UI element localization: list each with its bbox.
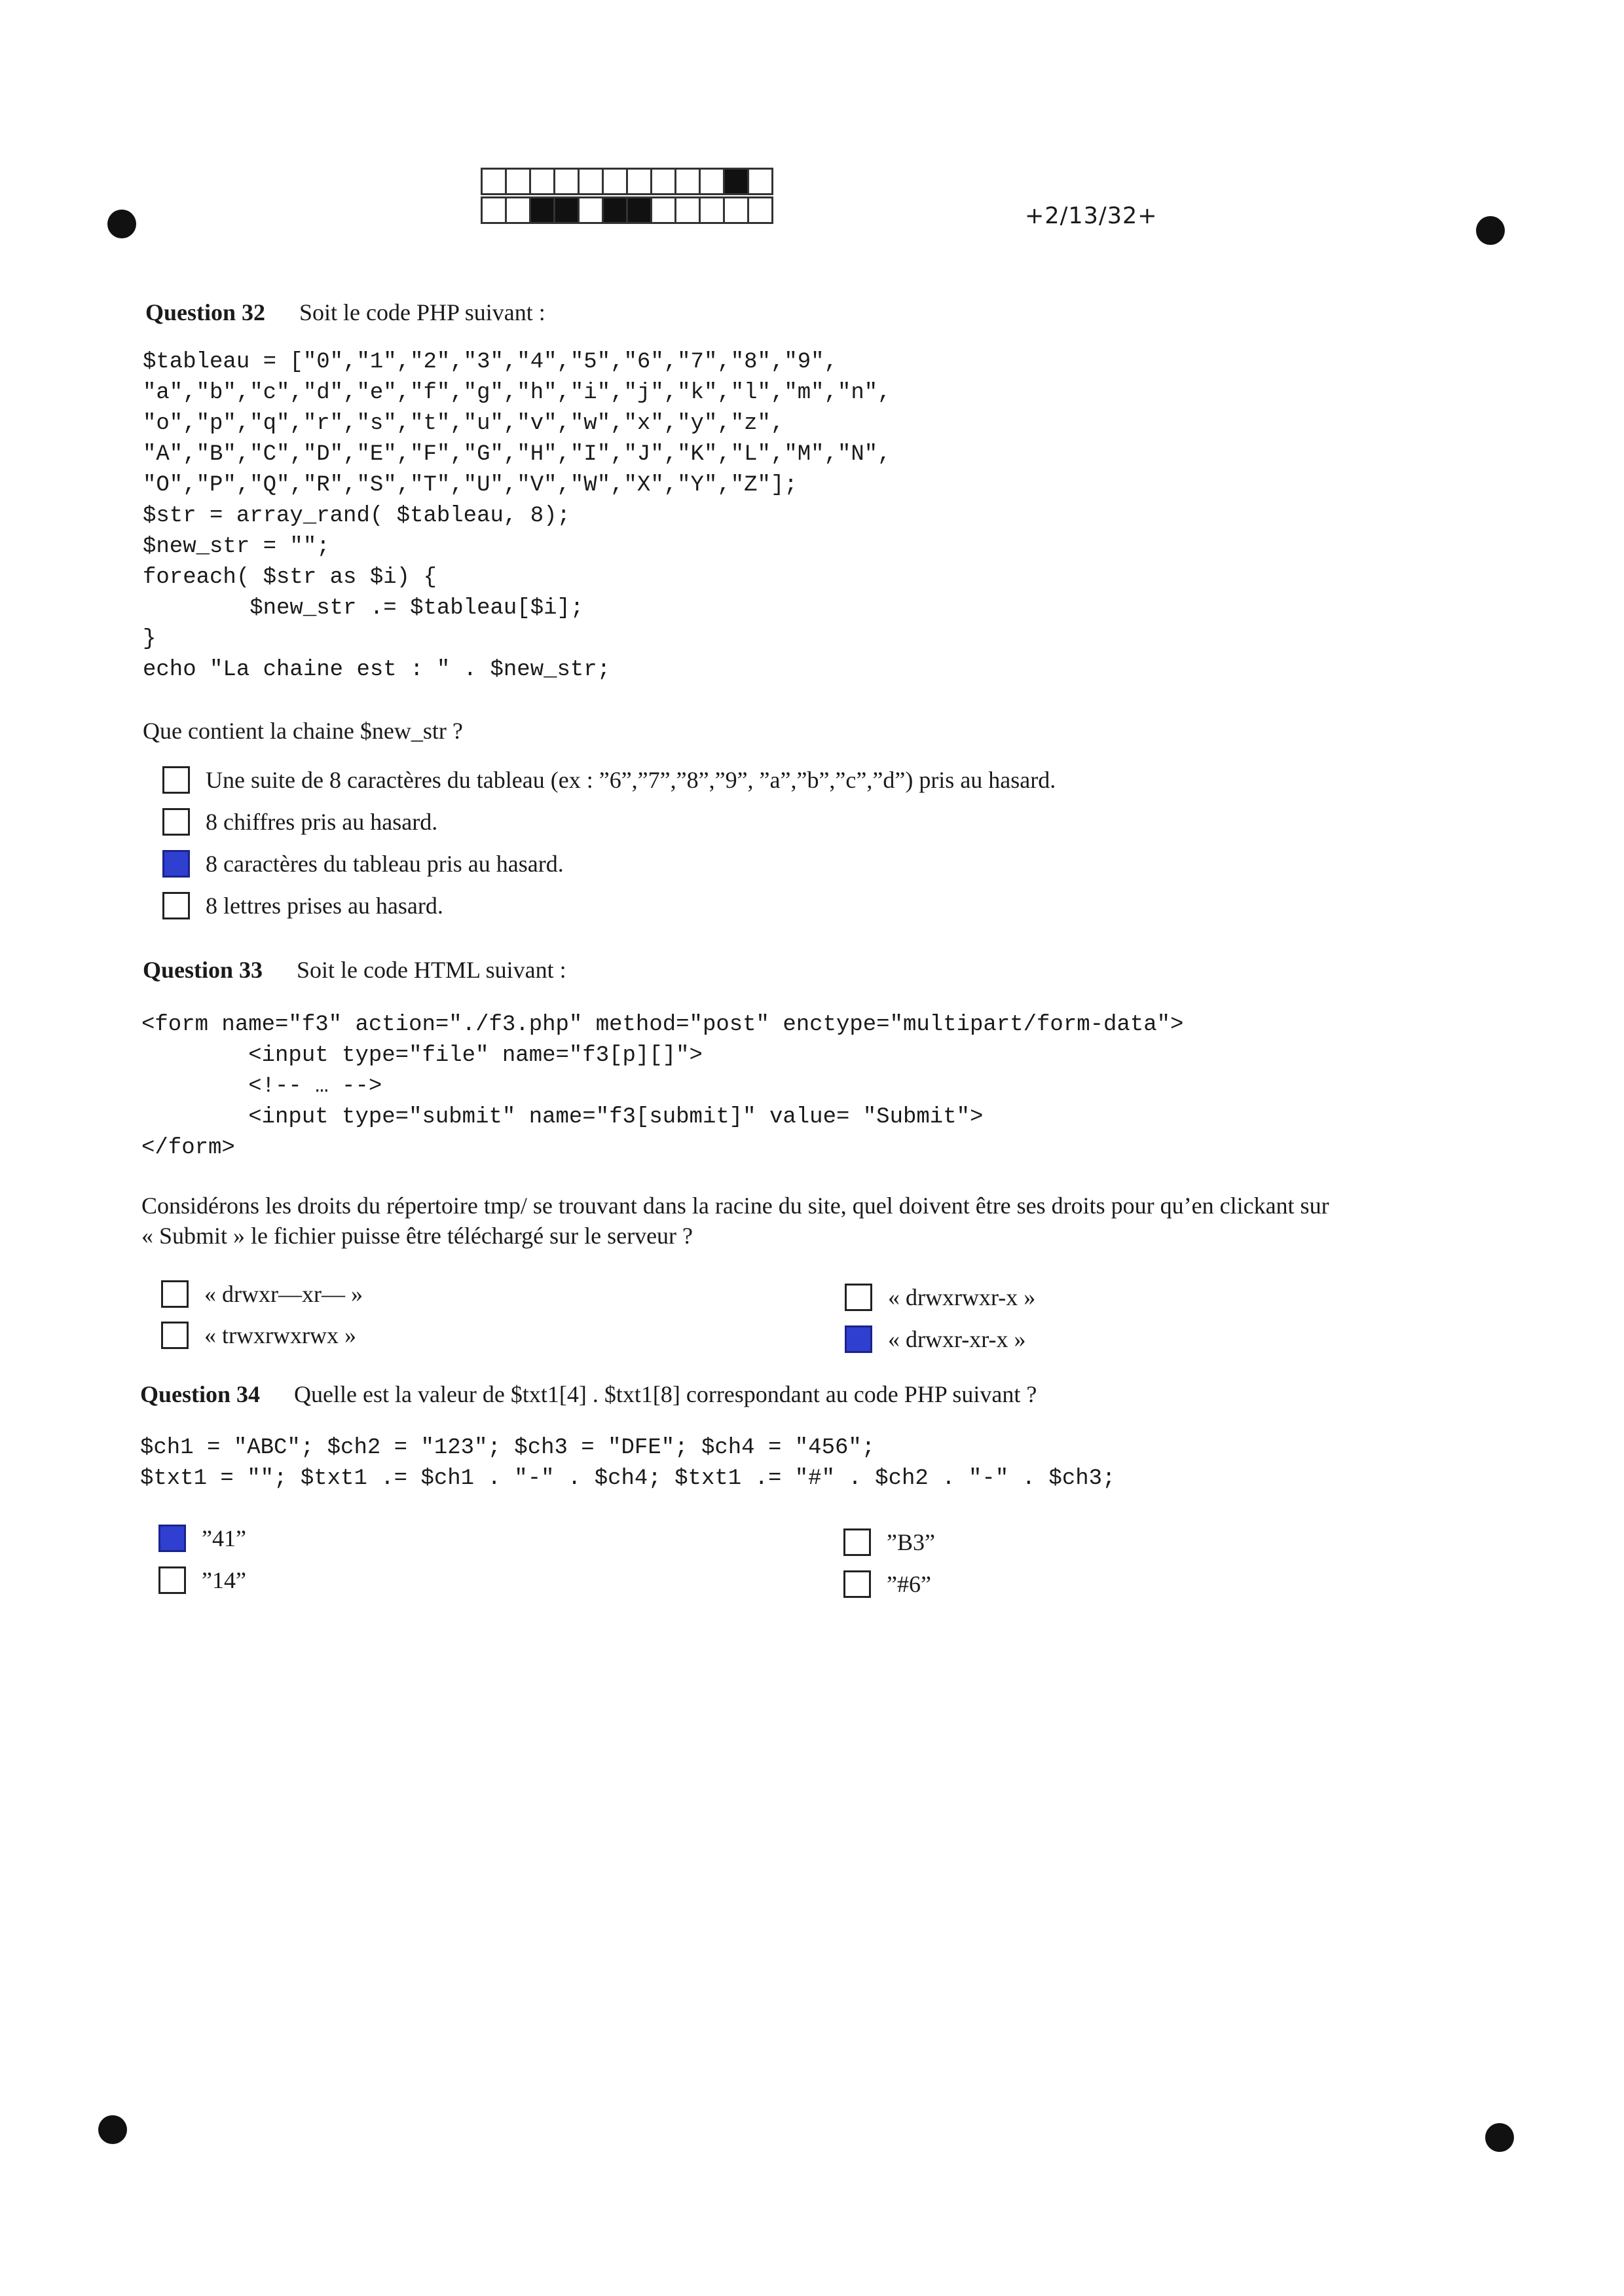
q34-option-2[interactable]: [158, 1566, 246, 1594]
q32-option-4-checkbox[interactable]: [162, 892, 190, 919]
code-grid-cell: [749, 170, 771, 193]
q32-option-3[interactable]: [162, 850, 564, 878]
q33-option-4[interactable]: [845, 1325, 1026, 1353]
q33-option-2[interactable]: [161, 1322, 356, 1349]
question-34-code: $ch1 = "ABC"; $ch2 = "123"; $ch3 = "DFE"; $ch4 = "456"; $txt1 = ""; $txt1 .= $ch1 . "-" . $ch4; $txt1 .= "#" . $ch2 . "-" . $ch3;: [140, 1435, 1116, 1491]
code-grid-cell: [749, 198, 771, 222]
code-grid-cell: [580, 198, 604, 222]
question-32-label: Question 32: [145, 299, 266, 325]
registration-mark-bottom-right: [1485, 2123, 1514, 2152]
q32-option-2-label: 8 chiffres pris au hasard.: [206, 809, 438, 835]
registration-mark-top-right: [1476, 216, 1505, 245]
question-32-question: Que contient la chaine $new_str ?: [143, 718, 463, 744]
code-grid-cell: [531, 170, 555, 193]
code-grid-cell: [483, 170, 507, 193]
code-grid-cell: [725, 198, 749, 222]
question-34-header: [140, 1380, 1037, 1408]
q32-option-4[interactable]: [162, 892, 443, 919]
q33-option-2-label: « trwxrwxrwx »: [204, 1322, 356, 1348]
question-32-code: $tableau = ["0","1","2","3","4","5","6","7","8","9", "a","b","c","d","e","f","g","h","i","j","k","l","m","n", "o","p","q","r","s","t","u","v","w","x","y","z", "A","B","C","D","E","F","G","H","I","J","K","L","M","N", "O","P","Q","R","S","T","U","V","W","X","Y","Z"]; $str = array_rand( $tableau, 8); $new_str = ""; foreach( $str as $i) { $new_str .= $tableau[$i]; } echo "La chaine est : " . $new_str;: [143, 350, 891, 682]
code-grid-cell: [555, 198, 580, 222]
page-code-grid-top: [481, 168, 773, 195]
q34-option-1-label: ”41”: [202, 1525, 246, 1551]
q33-option-3-checkbox[interactable]: [845, 1284, 872, 1311]
q32-option-2-checkbox[interactable]: [162, 808, 190, 836]
code-grid-cell: [652, 198, 676, 222]
q34-option-3[interactable]: [843, 1528, 935, 1556]
code-grid-cell: [507, 198, 531, 222]
code-grid-cell: [580, 170, 604, 193]
question-33-question-line-2: « Submit » le fichier puisse être téléchargé sur le serveur ?: [141, 1223, 693, 1249]
question-33-label: Question 33: [143, 957, 263, 983]
q34-option-4-label: ”#6”: [887, 1571, 931, 1597]
q33-option-1[interactable]: [161, 1280, 363, 1308]
question-34-prompt: Quelle est la valeur de $txt1[4] . $txt1[8] correspondant au code PHP suivant ?: [294, 1381, 1037, 1407]
q32-option-1-checkbox[interactable]: [162, 766, 190, 794]
question-32-prompt: Soit le code PHP suivant :: [299, 299, 545, 325]
question-34-label: Question 34: [140, 1381, 261, 1407]
q32-option-1[interactable]: [162, 766, 1056, 794]
q34-option-1-checkbox[interactable]: [158, 1525, 186, 1552]
q33-option-4-label: « drwxr-xr-x »: [888, 1326, 1026, 1352]
question-33-header: [143, 956, 566, 984]
q32-option-2[interactable]: [162, 808, 437, 836]
q34-option-2-label: ”14”: [202, 1567, 246, 1593]
q33-option-4-checkbox[interactable]: [845, 1325, 872, 1353]
q33-option-1-checkbox[interactable]: [161, 1280, 189, 1308]
question-33-question-line-1: Considérons les droits du répertoire tmp/ se trouvant dans la racine du site, quel doivent être ses droits pour qu’en clickant sur: [141, 1193, 1329, 1219]
q34-option-1[interactable]: [158, 1525, 246, 1552]
code-grid-cell: [701, 198, 725, 222]
code-grid-cell: [555, 170, 580, 193]
q34-option-4-checkbox[interactable]: [843, 1570, 871, 1598]
q32-option-3-checkbox[interactable]: [162, 850, 190, 878]
q34-option-4[interactable]: [843, 1570, 931, 1598]
q32-option-1-label: Une suite de 8 caractères du tableau (ex : ”6”,”7”,”8”,”9”, ”a”,”b”,”c”,”d”) pris au hasard.: [206, 767, 1056, 793]
q33-option-1-label: « drwxr—xr— »: [204, 1281, 363, 1307]
code-grid-cell: [628, 198, 652, 222]
code-grid-cell: [701, 170, 725, 193]
code-grid-cell: [604, 198, 628, 222]
q32-option-4-label: 8 lettres prises au hasard.: [206, 893, 443, 919]
q33-option-3-label: « drwxrwxr-x »: [888, 1284, 1036, 1310]
code-grid-cell: [676, 198, 701, 222]
code-grid-cell: [725, 170, 749, 193]
question-33-prompt: Soit le code HTML suivant :: [297, 957, 566, 983]
code-grid-cell: [676, 170, 701, 193]
q32-option-3-label: 8 caractères du tableau pris au hasard.: [206, 851, 564, 877]
page-id: +2/13/32+: [1025, 203, 1158, 229]
q33-option-3[interactable]: [845, 1284, 1035, 1311]
code-grid-cell: [604, 170, 628, 193]
page-code-grid-bottom: [481, 196, 773, 224]
code-grid-cell: [483, 198, 507, 222]
q34-option-3-label: ”B3”: [887, 1529, 935, 1555]
code-grid-cell: [628, 170, 652, 193]
code-grid-cell: [507, 170, 531, 193]
registration-mark-top-left: [107, 210, 136, 238]
code-grid-cell: [652, 170, 676, 193]
code-grid-cell: [531, 198, 555, 222]
q34-option-2-checkbox[interactable]: [158, 1566, 186, 1594]
q33-option-2-checkbox[interactable]: [161, 1322, 189, 1349]
question-32-header: [145, 299, 545, 326]
q34-option-3-checkbox[interactable]: [843, 1528, 871, 1556]
registration-mark-bottom-left: [98, 2115, 127, 2144]
question-33-code: <form name="f3" action="./f3.php" method="post" enctype="multipart/form-data"> <input type="file" name="f3[p][]"> <!-- … --> <input type="submit" name="f3[submit]" value= "Submit"> </form>: [141, 1012, 1184, 1160]
